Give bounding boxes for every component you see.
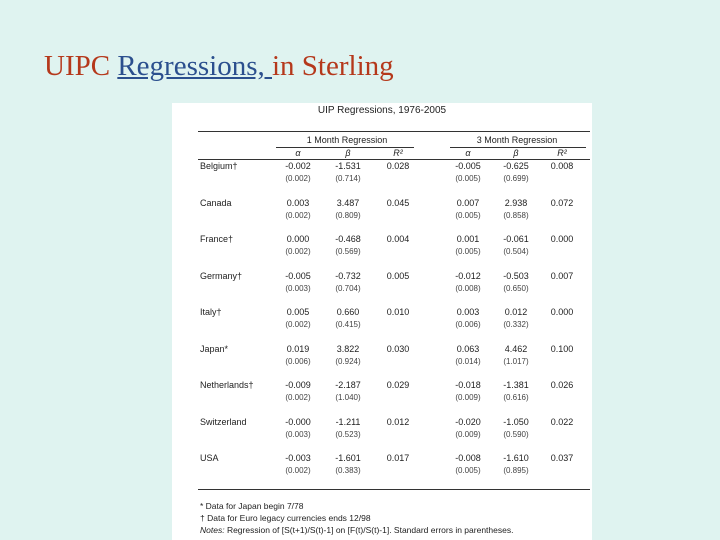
beta-1m-se: (0.523) — [335, 430, 361, 439]
table-title: UIP Regressions, 1976-2005 — [317, 105, 447, 116]
r2-1m: 0.030 — [386, 344, 410, 354]
beta-1m-se: (0.569) — [335, 247, 361, 256]
beta-1m-se: (0.924) — [335, 357, 361, 366]
beta-3m-se: (0.616) — [503, 393, 529, 402]
r2-1m: 0.028 — [386, 161, 410, 171]
beta-3m: 0.012 — [504, 307, 528, 317]
group-header-1-month: 1 Month Regression — [306, 135, 388, 145]
alpha-1m-se: (0.006) — [285, 357, 311, 366]
alpha-1m: -0.000 — [285, 417, 311, 427]
r2-1m: 0.017 — [386, 453, 410, 463]
alpha-3m-se: (0.005) — [455, 466, 481, 475]
alpha-3m-se: (0.005) — [455, 211, 481, 220]
alpha-3m: 0.001 — [456, 234, 480, 244]
r2-3m: 0.000 — [550, 307, 574, 317]
beta-1m: -1.531 — [335, 161, 361, 171]
beta-1m: 3.487 — [336, 198, 360, 208]
beta-3m: -1.610 — [503, 453, 529, 463]
r2-1m: 0.029 — [386, 380, 410, 390]
col-header-alpha-3m: α — [465, 148, 471, 158]
regression-table-image — [172, 103, 592, 540]
beta-3m-se: (0.858) — [503, 211, 529, 220]
beta-1m: -0.468 — [335, 234, 361, 244]
note-label: Notes: — [200, 525, 225, 535]
r2-3m: 0.022 — [550, 417, 574, 427]
country-label: Canada — [200, 198, 232, 208]
beta-3m-se: (0.650) — [503, 284, 529, 293]
table-bottom-rule — [198, 489, 590, 490]
alpha-1m-se: (0.002) — [285, 174, 311, 183]
alpha-1m: 0.005 — [286, 307, 310, 317]
header-bottom-rule — [198, 159, 590, 160]
beta-1m: -2.187 — [335, 380, 361, 390]
title-link[interactable]: Regressions, — [117, 50, 272, 82]
beta-1m: 0.660 — [336, 307, 360, 317]
country-label: Germany† — [200, 271, 243, 281]
alpha-1m-se: (0.003) — [285, 430, 311, 439]
beta-3m-se: (0.590) — [503, 430, 529, 439]
r2-3m: 0.037 — [550, 453, 574, 463]
beta-3m: 4.462 — [504, 344, 528, 354]
beta-1m-se: (0.383) — [335, 466, 361, 475]
beta-1m-se: (0.704) — [335, 284, 361, 293]
beta-3m: -0.625 — [503, 161, 529, 171]
table-top-rule — [198, 131, 590, 132]
beta-1m-se: (0.809) — [335, 211, 361, 220]
alpha-1m: -0.009 — [285, 380, 311, 390]
beta-3m-se: (0.699) — [503, 174, 529, 183]
alpha-1m-se: (0.002) — [285, 466, 311, 475]
country-label: USA — [200, 453, 219, 463]
slide-title — [44, 50, 394, 83]
alpha-3m: 0.007 — [456, 198, 480, 208]
alpha-3m-se: (0.005) — [455, 174, 481, 183]
alpha-3m: -0.018 — [455, 380, 481, 390]
beta-1m-se: (0.415) — [335, 320, 361, 329]
country-label: Switzerland — [200, 417, 247, 427]
r2-1m: 0.010 — [386, 307, 410, 317]
group-header-3-month: 3 Month Regression — [476, 135, 558, 145]
beta-1m: 3.822 — [336, 344, 360, 354]
beta-1m-se: (0.714) — [335, 174, 361, 183]
alpha-1m: 0.003 — [286, 198, 310, 208]
alpha-3m: -0.005 — [455, 161, 481, 171]
beta-3m: 2.938 — [504, 198, 528, 208]
col-header-r2-3m: R² — [557, 148, 567, 158]
col-header-r2-1m: R² — [393, 148, 403, 158]
country-label: Japan* — [200, 344, 229, 354]
beta-3m: -0.061 — [503, 234, 529, 244]
r2-3m: 0.100 — [550, 344, 574, 354]
col-header-beta-1m: β — [345, 148, 351, 158]
alpha-3m-se: (0.009) — [455, 393, 481, 402]
r2-1m: 0.045 — [386, 198, 410, 208]
r2-3m: 0.000 — [550, 234, 574, 244]
title-prefix: UIPC — [44, 50, 118, 82]
beta-3m: -1.381 — [503, 380, 529, 390]
beta-1m: -1.211 — [335, 417, 361, 427]
alpha-3m: -0.008 — [455, 453, 481, 463]
r2-3m: 0.072 — [550, 198, 574, 208]
alpha-1m-se: (0.002) — [285, 393, 311, 402]
note-text: Regression of [S(t+1)/S(t)-1] on [F(t)/S(t)-1]. Standard errors in parentheses. — [224, 525, 514, 535]
country-label: Netherlands† — [200, 380, 254, 390]
beta-3m-se: (0.504) — [503, 247, 529, 256]
alpha-3m-se: (0.005) — [455, 247, 481, 256]
country-label: France† — [200, 234, 234, 244]
beta-3m: -1.050 — [503, 417, 529, 427]
r2-3m: 0.008 — [550, 161, 574, 171]
alpha-1m: 0.019 — [286, 344, 310, 354]
beta-1m: -1.601 — [335, 453, 361, 463]
r2-1m: 0.005 — [386, 271, 410, 281]
beta-3m-se: (0.895) — [503, 466, 529, 475]
country-label: Italy† — [200, 307, 222, 317]
r2-1m: 0.012 — [386, 417, 410, 427]
col-header-alpha-1m: α — [295, 148, 301, 158]
alpha-1m-se: (0.002) — [285, 320, 311, 329]
alpha-3m: -0.020 — [455, 417, 481, 427]
alpha-3m: 0.003 — [456, 307, 480, 317]
alpha-3m: -0.012 — [455, 271, 481, 281]
r2-3m: 0.007 — [550, 271, 574, 281]
alpha-1m: -0.002 — [285, 161, 311, 171]
r2-1m: 0.004 — [386, 234, 410, 244]
beta-1m-se: (1.040) — [335, 393, 361, 402]
beta-3m-se: (0.332) — [503, 320, 529, 329]
alpha-3m-se: (0.009) — [455, 430, 481, 439]
alpha-3m-se: (0.006) — [455, 320, 481, 329]
title-suffix: in Sterling — [272, 50, 394, 82]
note-euro: † Data for Euro legacy currencies ends 12/98 — [200, 513, 371, 523]
r2-3m: 0.026 — [550, 380, 574, 390]
note-regression — [200, 525, 513, 535]
alpha-3m-se: (0.014) — [455, 357, 481, 366]
beta-3m: -0.503 — [503, 271, 529, 281]
country-label: Belgium† — [200, 161, 238, 171]
alpha-3m: 0.063 — [456, 344, 480, 354]
beta-1m: -0.732 — [335, 271, 361, 281]
alpha-1m: -0.003 — [285, 453, 311, 463]
note-japan: * Data for Japan begin 7/78 — [200, 501, 304, 511]
alpha-1m: 0.000 — [286, 234, 310, 244]
alpha-1m-se: (0.002) — [285, 211, 311, 220]
alpha-1m-se: (0.003) — [285, 284, 311, 293]
alpha-1m: -0.005 — [285, 271, 311, 281]
alpha-3m-se: (0.008) — [455, 284, 481, 293]
alpha-1m-se: (0.002) — [285, 247, 311, 256]
col-header-beta-3m: β — [513, 148, 519, 158]
beta-3m-se: (1.017) — [503, 357, 529, 366]
